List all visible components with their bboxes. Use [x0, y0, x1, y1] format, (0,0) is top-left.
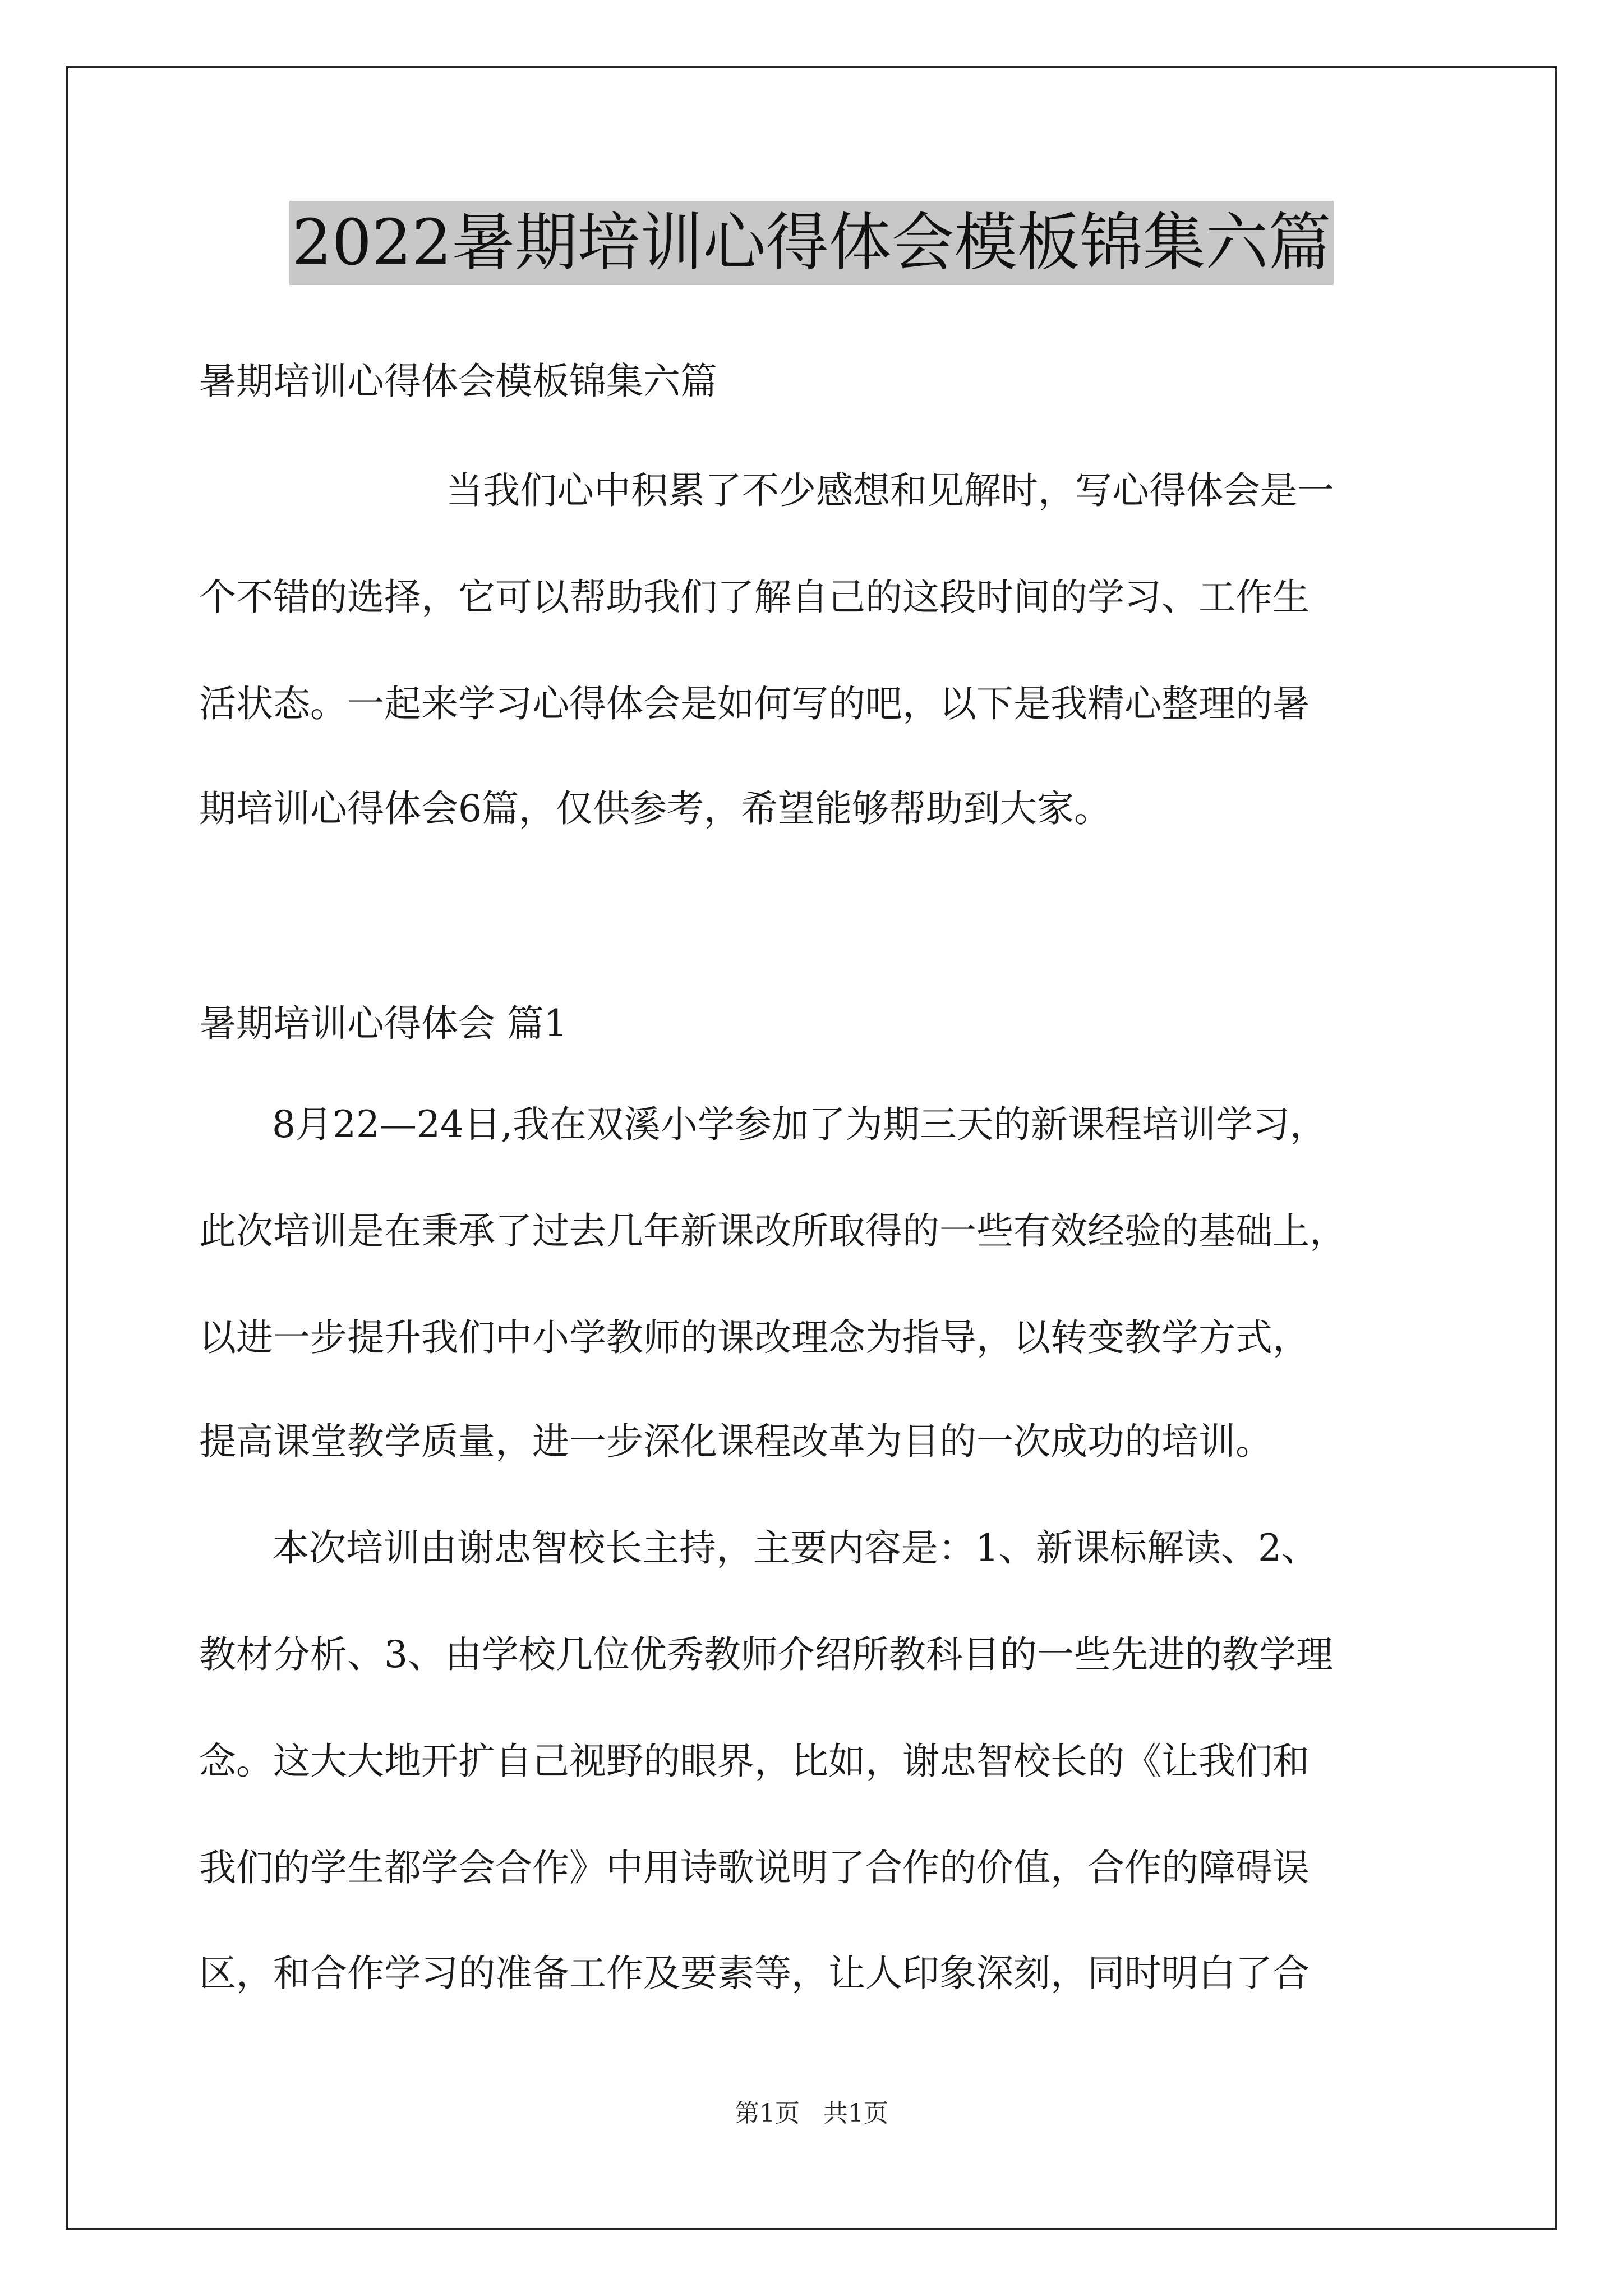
intro-line: 个不错的选择，它可以帮助我们了解自己的这段时间的学习、工作生: [199, 576, 1310, 619]
page-footer: 第1页 共1页: [735, 2099, 888, 2128]
paragraph-line: 我们的学生都学会合作》中用诗歌说明了合作的价值，合作的障碍误: [199, 1846, 1310, 1889]
intro-line: 活状态。一起来学习心得体会是如何写的吧，以下是我精心整理的暑: [199, 682, 1310, 725]
paragraph-line: 以进一步提升我们中小学教师的课改理念为指导，以转变教学方式，: [199, 1316, 1310, 1359]
intro-line: 期培训心得体会6篇，仅供参考，希望能够帮助到大家。: [199, 787, 1111, 830]
paragraph-line: 提高课堂教学质量，进一步深化课程改革为目的一次成功的培训。: [199, 1420, 1272, 1463]
paragraph-line: 区，和合作学习的准备工作及要素等，让人印象深刻，同时明白了合: [199, 1952, 1310, 1995]
document-subtitle: 暑期培训心得体会模板锦集六篇: [199, 360, 717, 403]
paragraph-line: 念。这大大地开扩自己视野的眼界，比如，谢忠智校长的《让我们和: [199, 1740, 1310, 1783]
document-title: 2022暑期培训心得体会模板锦集六篇: [289, 201, 1333, 285]
section-heading: 暑期培训心得体会 篇1: [199, 1002, 568, 1045]
title-wrapper: [0, 201, 1623, 285]
paragraph-line: 8月22—24日,我在双溪小学参加了为期三天的新课程培训学习，: [272, 1103, 1327, 1146]
intro-line: 当我们心中积累了不少感想和见解时，写心得体会是一: [446, 469, 1334, 512]
paragraph-line: 此次培训是在秉承了过去几年新课改所取得的一些有效经验的基础上，: [199, 1209, 1347, 1253]
paragraph-line: 本次培训由谢忠智校长主持，主要内容是：1、新课标解读、2、: [272, 1526, 1318, 1570]
paragraph-line: 教材分析、3、由学校几位优秀教师介绍所教科目的一些先进的教学理: [199, 1633, 1333, 1676]
